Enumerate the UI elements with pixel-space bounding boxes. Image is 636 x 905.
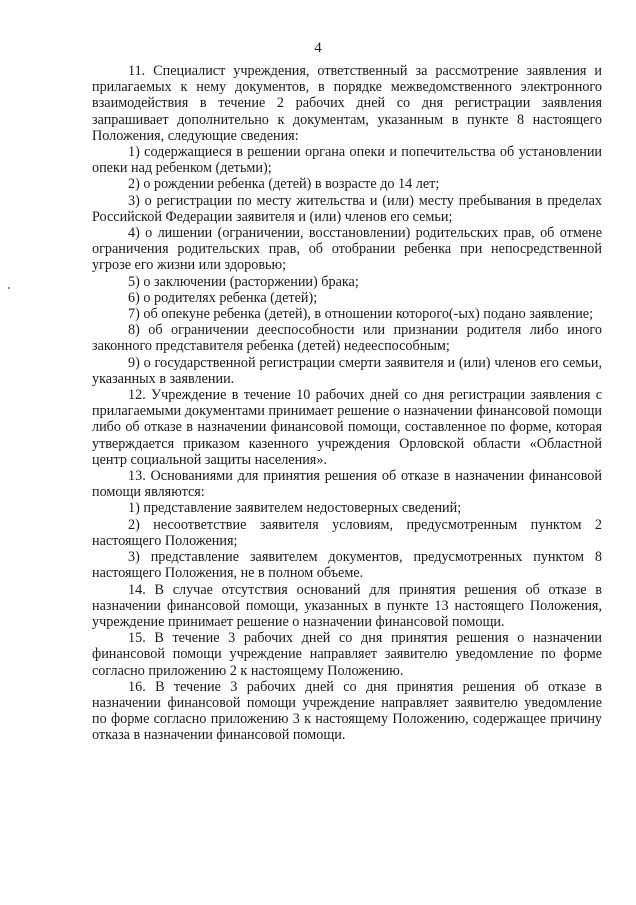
paragraph-13: 13. Основаниями для принятия решения об отказе в назначении финансовой помощи являются:	[92, 468, 602, 501]
list-item-11-2: 2) о рождении ребенка (детей) в возрасте до 14 лет;	[128, 176, 440, 193]
list-item-11-3: 3) о регистрации по месту жительства и (или) месту пребывания в пределах Российской Федерации заявителя и (или) членов его семьи;	[92, 192, 602, 225]
list-item-11-6: 6) о родителях ребенка (детей);	[128, 289, 318, 306]
list-item-13-2: 2) несоответствие заявителя условиям, предусмотренным пунктом 2 настоящего Положения;	[92, 516, 602, 549]
list-item-11-7: 7) об опекуне ребенка (детей), в отношении которого(-ых) подано заявление;	[128, 306, 594, 323]
list-item-13-1: 1) представление заявителем недостоверных сведений;	[128, 500, 462, 517]
list-item-11-1: 1) содержащиеся в решении органа опеки и попечительства об установлении опеки над ребенком (детьми);	[92, 144, 602, 177]
list-item-11-9: 9) о государственной регистрации смерти заявителя и (или) членов его семьи, указанных в заявлении.	[92, 354, 602, 387]
paragraph-14: 14. В случае отсутствия оснований для принятия решения об отказе в назначении финансовой помощи, указанных в пункте 13 настоящего Положения, учреждение принимает решение о назначении финансовой помощи.	[92, 581, 602, 630]
list-item-11-4: 4) о лишении (ограничении, восстановлении) родительских прав, об отмене ограничения родительских прав, об отобрании ребенка при непосредственной угрозе его жизни или здоровью;	[92, 225, 602, 274]
page-number: 4	[314, 40, 322, 56]
document-body	[92, 63, 602, 744]
paragraph-11: 11. Специалист учреждения, ответственный за рассмотрение заявления и прилагаемых к нему документов, в порядке межведомственного электронного взаимодействия в течение 2 рабочих дней со дня регистрации заявления запрашивает дополнительно к документам, указанным в пункте 8 настоящего Положения, следующие сведения:	[92, 63, 602, 144]
scan-speck	[8, 287, 10, 289]
paragraph-15: 15. В течение 3 рабочих дней со дня принятия решения о назначении финансовой помощи учреждение направляет заявителю уведомление по форме согласно приложению 2 к настоящему Положению.	[92, 630, 602, 679]
list-item-13-3: 3) представление заявителем документов, предусмотренных пунктом 8 настоящего Положения, не в полном объеме.	[92, 549, 602, 582]
list-item-11-5: 5) о заключении (расторжении) брака;	[128, 273, 359, 290]
paragraph-16: 16. В течение 3 рабочих дней со дня принятия решения об отказе в назначении финансовой помощи учреждение направляет заявителю уведомление по форме согласно приложению 3 к настоящему Положению, содержащее причину отказа в назначении финансовой помощи.	[92, 678, 602, 744]
paragraph-12: 12. Учреждение в течение 10 рабочих дней со дня регистрации заявления с прилагаемыми документами принимает решение о назначении финансовой помощи либо об отказе в назначении финансовой помощи, составленное по форме, которая утверждается приказом казенного учреждения Орловской области «Областной центр социальной защиты населения».	[92, 387, 602, 468]
list-item-11-8: 8) об ограничении дееспособности или признании родителя либо иного законного представителя ребенка (детей) недееспособным;	[92, 322, 602, 355]
